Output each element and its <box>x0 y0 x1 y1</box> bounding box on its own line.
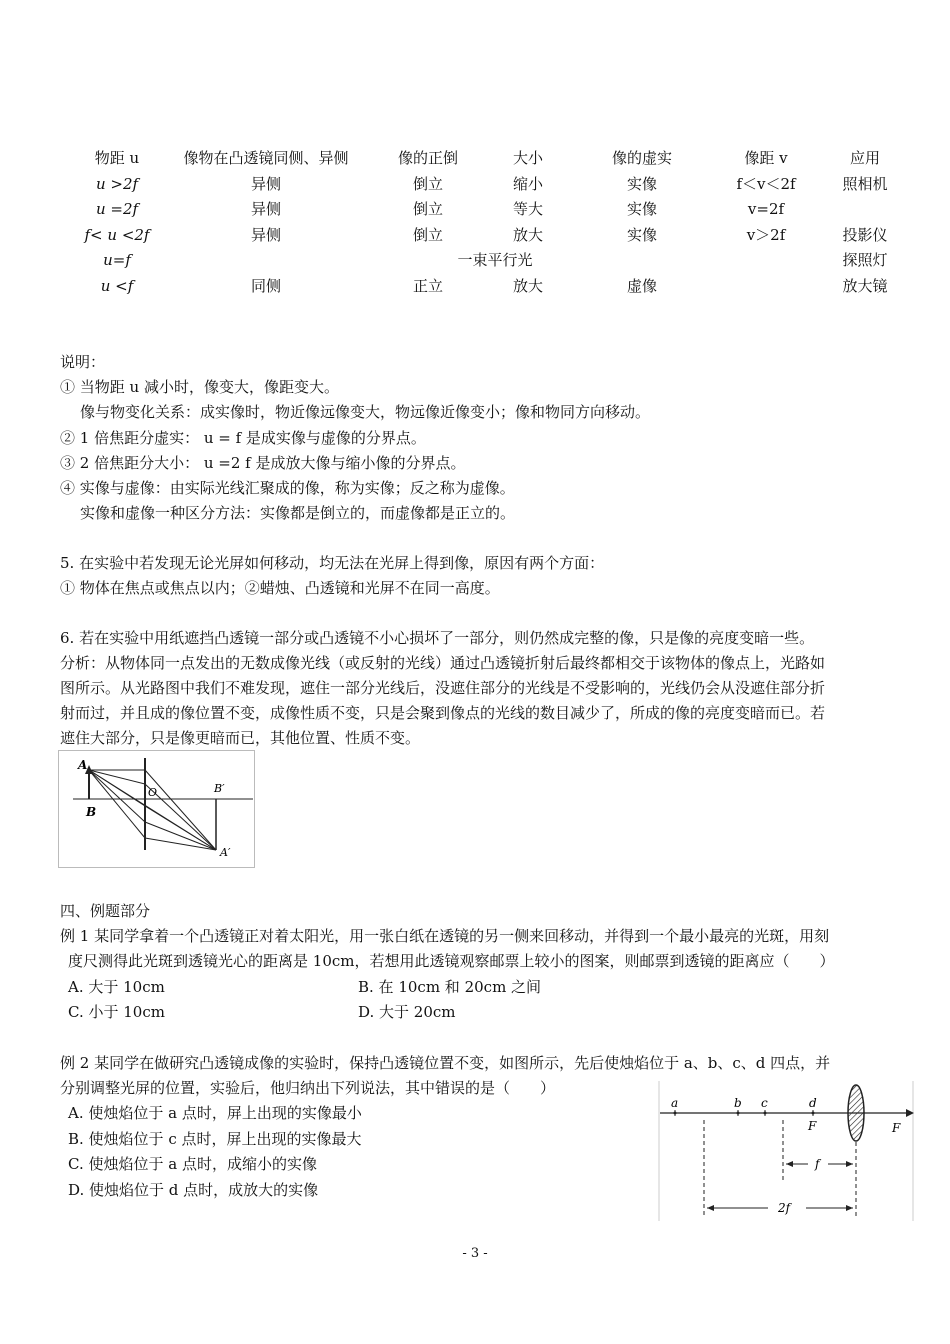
example1-option-b: B. 在 10cm 和 20cm 之间 <box>358 978 542 996</box>
cell: 同侧 <box>250 277 281 295</box>
header-size: 大小 <box>512 149 543 167</box>
note-line: 实像和虚像一种区分方法：实像都是倒立的，而虚像都是正立的。 <box>80 504 516 522</box>
label-c: c <box>761 1096 768 1110</box>
cell: 倒立 <box>412 226 443 244</box>
lens-points-figure <box>658 1080 914 1222</box>
example2-option-c: C. 使烛焰位于 a 点时，成缩小的实像 <box>68 1155 317 1173</box>
cell: 缩小 <box>512 175 543 193</box>
cell: f＜v＜2f <box>736 175 796 193</box>
example2-option-a: A. 使烛焰位于 a 点时，屏上出现的实像最小 <box>68 1104 362 1122</box>
table-row <box>0 223 950 247</box>
example1-option-a: A. 大于 10cm <box>68 978 165 996</box>
label-2f: 2f <box>778 1201 791 1215</box>
note-line: 像与物变化关系：成实像时，物近像远像变大，物远像近像变小；像和物同方向移动。 <box>80 403 651 421</box>
section5-line: ① 物体在焦点或焦点以内；②蜡烛、凸透镜和光屏不在同一高度。 <box>60 579 500 597</box>
section4-title: 四、例题部分 <box>60 902 151 920</box>
section6-line: 遮住大部分，只是像更暗而已，其他位置、性质不变。 <box>60 729 421 747</box>
cell: u <f <box>100 277 134 295</box>
cell: 照相机 <box>842 175 888 193</box>
cell: 放大镜 <box>842 277 888 295</box>
header-real-virtual: 像的虚实 <box>611 149 672 167</box>
table-row <box>0 197 950 221</box>
label-b: b <box>734 1096 742 1110</box>
header-orientation: 像的正倒 <box>397 149 458 167</box>
label-F-right: F <box>892 1121 901 1135</box>
example1-line: 度尺测得此光斑到透镜光心的距离是 10cm，若想用此透镜观察邮票上较小的图案，则邮票到透镜的距离应（ ） <box>68 952 835 970</box>
section6-line: 射而过，并且成的像位置不变，成像性质不变，只是会聚到像点的光线的数目减少了，所成的像的亮度变暗而已。若 <box>60 704 826 722</box>
cell: 异侧 <box>250 226 281 244</box>
note-line: ③ 2 倍焦距分大小： u =2 f 是成放大像与缩小像的分界点。 <box>60 454 466 472</box>
table-row <box>0 248 950 272</box>
cell: f< u <2f <box>84 226 150 244</box>
label-a: a <box>671 1096 679 1110</box>
cell: 探照灯 <box>842 251 888 269</box>
example1-option-d: D. 大于 20cm <box>358 1003 456 1021</box>
cell: v=2f <box>747 200 785 218</box>
cell: 放大 <box>512 277 543 295</box>
cell: 倒立 <box>412 175 443 193</box>
page-number: - 3 - <box>462 1246 488 1261</box>
example2-line: 例 2 某同学在做研究凸透镜成像的实验时，保持凸透镜位置不变，如图所示，先后使烛焰位于 a、b、c、d 四点，并 <box>60 1054 831 1072</box>
label-f: f <box>815 1157 820 1171</box>
cell: u =2f <box>95 200 139 218</box>
header-application: 应用 <box>849 149 880 167</box>
label-B: B <box>86 805 97 819</box>
cell: 倒立 <box>412 200 443 218</box>
example2-option-b: B. 使烛焰位于 c 点时，屏上出现的实像最大 <box>68 1130 362 1148</box>
section5-line: 5. 在实验中若发现无论光屏如何移动，均无法在光屏上得到像，原因有两个方面： <box>60 554 605 572</box>
label-B-prime: B′ <box>214 782 225 795</box>
cell: 实像 <box>626 175 657 193</box>
table-row <box>0 274 950 298</box>
cell: 实像 <box>626 200 657 218</box>
label-A-prime: A′ <box>220 846 231 859</box>
example1-line: 例 1 某同学拿着一个凸透镜正对着太阳光，用一张白纸在透镜的另一侧来回移动，并得到一个最小最亮的光斑，用刻 <box>60 927 830 945</box>
header-side: 像物在凸透镜同侧、异侧 <box>183 149 349 167</box>
cell: 一束平行光 <box>457 251 533 269</box>
label-A: A <box>78 758 88 772</box>
cell: 等大 <box>512 200 543 218</box>
cell: 实像 <box>626 226 657 244</box>
section6-line: 分析：从物体同一点发出的无数成像光线（或反射的光线）通过凸透镜折射后最终都相交于该物体的像点上，光路如 <box>60 654 826 672</box>
header-image-distance: 像距 v <box>744 149 788 167</box>
cell: u >2f <box>95 175 139 193</box>
table-header-row <box>0 146 950 170</box>
notes-title: 说明： <box>60 353 106 371</box>
example2-option-d: D. 使烛焰位于 d 点时，成放大的实像 <box>68 1181 319 1199</box>
light-path-figure <box>58 750 255 868</box>
note-line: ① 当物距 u 减小时，像变大，像距变大。 <box>60 378 339 396</box>
cell: 投影仪 <box>842 226 888 244</box>
note-line: ② 1 倍焦距分虚实： u = f 是成实像与虚像的分界点。 <box>60 429 426 447</box>
note-line: ④ 实像与虚像：由实际光线汇聚成的像，称为实像；反之称为虚像。 <box>60 479 515 497</box>
header-object-distance: 物距 u <box>94 149 140 167</box>
label-O: O <box>148 786 158 799</box>
cell: 放大 <box>512 226 543 244</box>
cell: 正立 <box>412 277 443 295</box>
cell: 异侧 <box>250 200 281 218</box>
label-F-left: F <box>808 1119 817 1133</box>
cell: 虚像 <box>626 277 657 295</box>
cell: u=f <box>103 251 131 269</box>
section6-line: 6. 若在实验中用纸遮挡凸透镜一部分或凸透镜不小心损坏了一部分，则仍然成完整的像，只是像的亮度变暗一些。 <box>60 629 815 647</box>
cell: 异侧 <box>250 175 281 193</box>
table-row <box>0 172 950 196</box>
example2-line: 分别调整光屏的位置，实验后，他归纳出下列说法，其中错误的是（ ） <box>60 1079 556 1097</box>
example1-option-c: C. 小于 10cm <box>68 1003 165 1021</box>
cell: v＞2f <box>746 226 786 244</box>
section6-line: 图所示。从光路图中我们不难发现，遮住一部分光线后，没遮住部分的光线是不受影响的，光线仍会从没遮住部分折 <box>60 679 826 697</box>
label-d: d <box>809 1096 817 1110</box>
